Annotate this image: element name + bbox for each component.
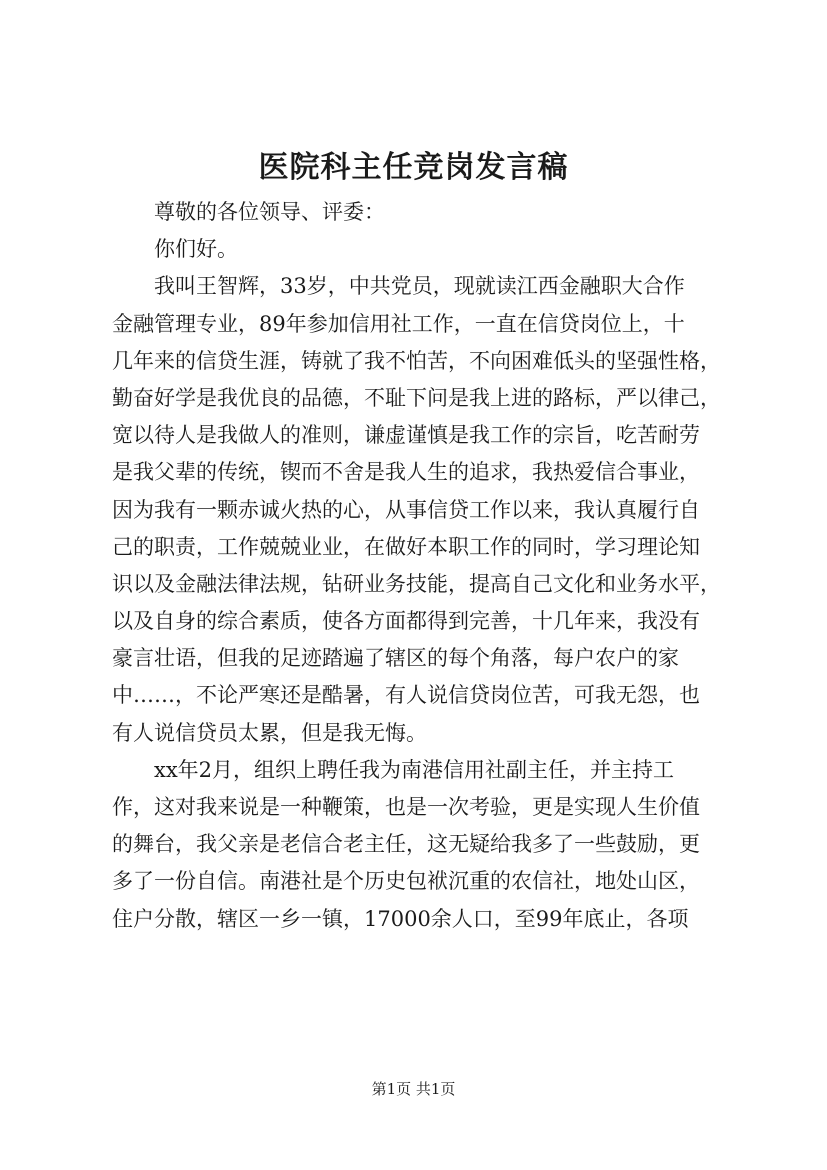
text-line: 豪言壮语，但我的足迹踏遍了辖区的每个角落，每户农户的家 bbox=[112, 646, 679, 671]
page-footer: 第1页 共1页 bbox=[371, 1080, 456, 1098]
text-line: 你们好。 bbox=[154, 237, 238, 262]
text-line: 因为我有一颗赤诚火热的心，从事信贷工作以来，我认真履行自 bbox=[112, 497, 700, 522]
text-line: 有人说信贷员太累，但是我无悔。 bbox=[112, 720, 427, 745]
text-line: 以及自身的综合素质，使各方面都得到完善，十几年来，我没有 bbox=[112, 609, 700, 634]
text-line: 住户分散，辖区一乡一镇，17000余人口，至99年底止，各项 bbox=[112, 906, 689, 931]
text-line: 作，这对我来说是一种鞭策，也是一次考验，更是实现人生价值 bbox=[112, 795, 700, 819]
text-line: 宽以待人是我做人的准则，谦虚谨慎是我工作的宗旨，吃苦耐劳 bbox=[112, 423, 700, 448]
text-line: 几年来的信贷生涯，铸就了我不怕苦，不向困难低头的坚强性格， bbox=[112, 348, 721, 373]
text-line: 尊敬的各位领导、评委： bbox=[154, 200, 385, 224]
text-line: 的舞台，我父亲是老信合老主任，这无疑给我多了一些鼓励，更 bbox=[112, 832, 700, 857]
text-line: xx年2月，组织上聘任我为南港信用社副主任，并主持工 bbox=[154, 757, 675, 782]
text-line: 己的职责，工作兢兢业业，在做好本职工作的同时，学习理论知 bbox=[112, 534, 700, 559]
text-line: 中……，不论严寒还是酷暑，有人说信贷岗位苦，可我无怨，也 bbox=[112, 683, 700, 708]
text-line: 勤奋好学是我优良的品德，不耻下问是我上进的路标，严以律己， bbox=[112, 385, 721, 410]
document-title: 医院科主任竞岗发言稿 bbox=[258, 150, 569, 185]
text-line: 是我父辈的传统，锲而不舍是我人生的追求，我热爱信合事业， bbox=[112, 460, 700, 485]
text-line: 我叫王智辉，33岁，中共党员，现就读江西金融职大合作 bbox=[154, 274, 685, 299]
text-line: 多了一份自信。南港社是个历史包袱沉重的农信社，地处山区， bbox=[112, 869, 700, 894]
document-body bbox=[112, 194, 722, 938]
text-line: 识以及金融法律法规，钻研业务技能，提高自己文化和业务水平， bbox=[112, 571, 721, 596]
text-line: 金融管理专业，89年参加信用社工作，一直在信贷岗位上，十 bbox=[112, 311, 685, 336]
